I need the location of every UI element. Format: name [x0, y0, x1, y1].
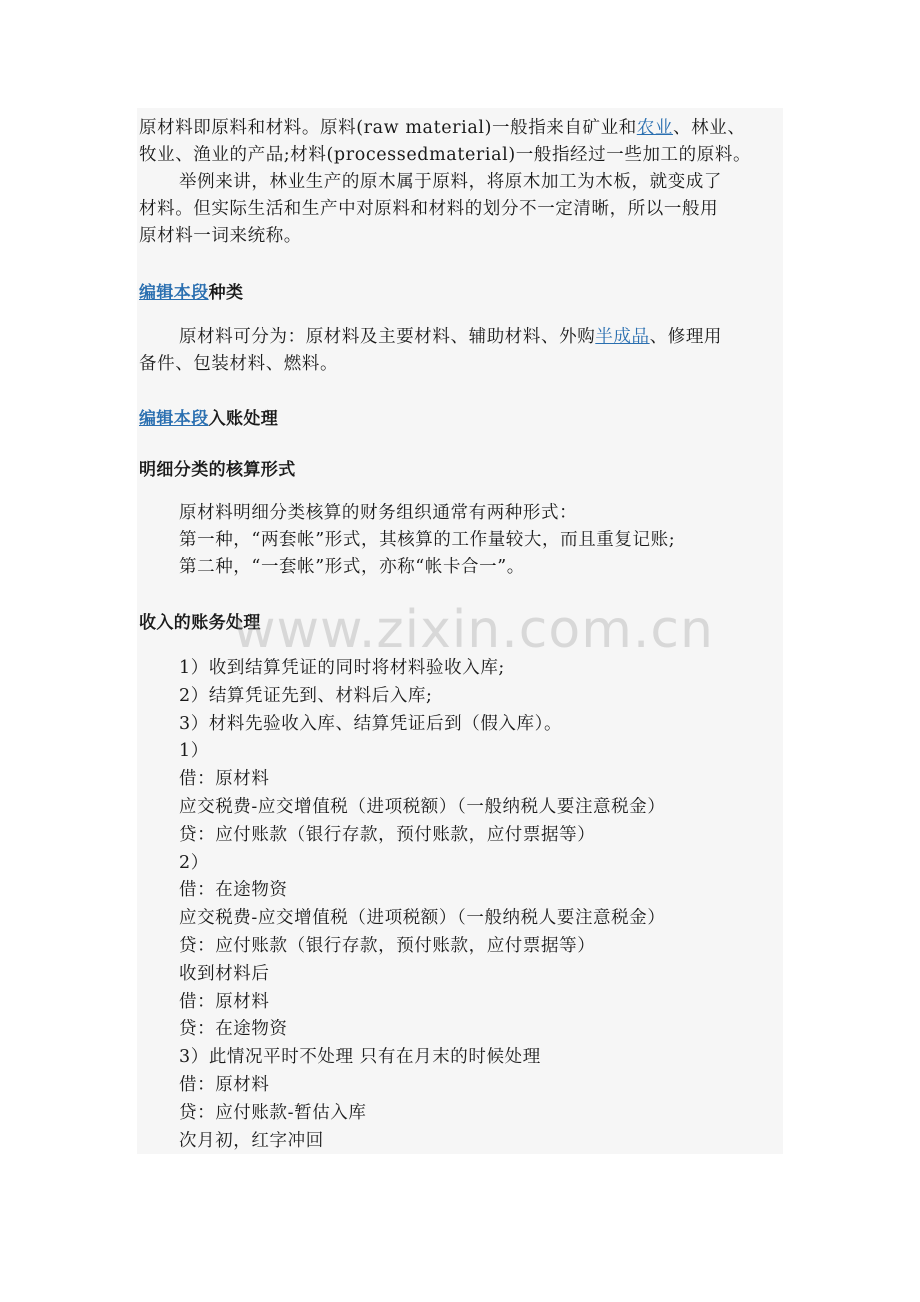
entry-line: 1）	[179, 741, 209, 762]
section-title: 种类	[208, 283, 244, 303]
types-line-2: 备件、包装材料、燃料。	[139, 354, 339, 374]
entry-line: 贷：应付账款-暂估入库	[179, 1102, 367, 1123]
intro-paragraph	[139, 115, 785, 250]
entry-line: 1）收到结算凭证的同时将材料验收入库;	[179, 658, 505, 678]
entry-line: 2）	[179, 852, 209, 873]
entry-line: 借：原材料	[179, 769, 270, 790]
entry-line: 应交税费-应交增值税（进项税额）（一般纳税人要注意税金）	[179, 908, 666, 929]
entry-line: 2）结算凭证先到、材料后入库;	[179, 685, 433, 706]
detail-paragraph	[139, 500, 785, 581]
entry-line: 3）材料先验收入库、结算凭证后到（假入库）。	[179, 713, 563, 734]
entry-line: 次月初，红字冲回	[179, 1130, 324, 1151]
watermark: www.zixin.com.cn	[233, 600, 714, 660]
link-agriculture[interactable]: 农业	[636, 118, 674, 138]
edit-section-link[interactable]: 编辑本段	[139, 409, 209, 429]
intro-line-2: 牧业、渔业的产品;材料(processedmaterial)一般指经过一些加工的原料。	[139, 145, 752, 165]
entry-line: 贷：在途物资	[179, 1019, 288, 1040]
types-line-1: 原材料可分为：原材料及主要材料、辅助材料、外购半成品、修理用	[179, 327, 723, 347]
entry-line: 贷：应付账款（银行存款，预付账款，应付票据等）	[179, 824, 596, 845]
types-paragraph	[139, 324, 785, 378]
detail-line: 原材料明细分类核算的财务组织通常有两种形式：	[179, 503, 578, 523]
income-entries	[139, 655, 785, 1155]
detail-line: 第二种，“一套帐”形式，亦称“帐卡合一”。	[179, 557, 525, 577]
section-heading-types	[139, 278, 243, 303]
entry-line: 借：原材料	[179, 1074, 270, 1095]
subheading-detail: 明细分类的核算形式	[139, 460, 296, 480]
section-heading-accounting	[139, 404, 278, 429]
intro-line-1: 原材料即原料和材料。原料(raw material)一般指来自矿业和农业、林业、	[139, 118, 746, 138]
entry-line: 借：原材料	[179, 991, 270, 1012]
intro-line-3: 举例来讲，林业生产的原木属于原料，将原木加工为木板，就变成了	[179, 172, 722, 192]
entry-line: 收到材料后	[179, 963, 270, 984]
intro-line-5: 原材料一词来统称。	[139, 226, 302, 246]
detail-line: 第一种，“两套帐”形式，其核算的工作量较大，而且重复记账;	[179, 530, 676, 550]
entry-line: 贷：应付账款（银行存款，预付账款，应付票据等）	[179, 935, 596, 956]
subheading-income: 收入的账务处理	[139, 613, 261, 633]
edit-section-link[interactable]: 编辑本段	[139, 283, 209, 303]
entry-line: 应交税费-应交增值税（进项税额）（一般纳税人要注意税金）	[179, 796, 666, 817]
section-title: 入账处理	[208, 409, 279, 429]
link-semi-finished[interactable]: 半成品	[595, 327, 650, 347]
intro-line-4: 材料。但实际生活和生产中对原料和材料的划分不一定清晰，所以一般用	[139, 199, 719, 219]
entry-line: 借：在途物资	[179, 880, 288, 901]
entry-line: 3）此情况平时不处理 只有在月末的时候处理	[179, 1047, 541, 1068]
